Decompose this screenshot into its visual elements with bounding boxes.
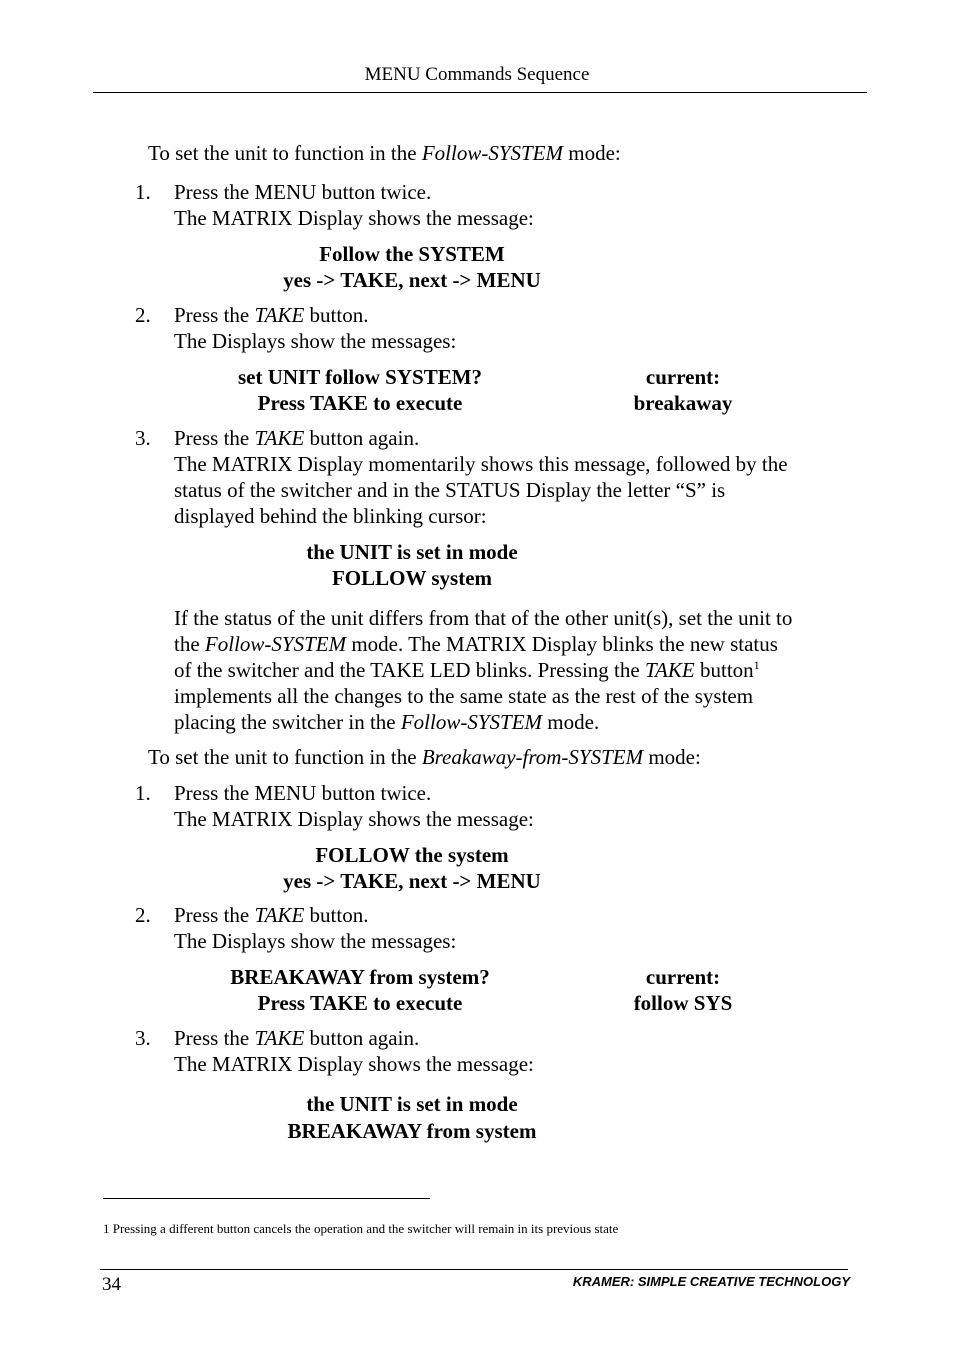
breakaway-step1-number: 1. (135, 781, 151, 805)
follow-step2-number: 2. (135, 303, 151, 327)
header-rule (93, 92, 867, 93)
breakaway-step1-line2: The MATRIX Display shows the message: (174, 807, 534, 831)
follow-msg2-right-line1: current: (645, 365, 721, 389)
breakaway-step2-number: 2. (135, 903, 151, 927)
breakaway-msg3-line1: the UNIT is set in mode (306, 1092, 518, 1116)
follow-para-line1: If the status of the unit differs from that of the other unit(s), set the unit to (174, 606, 793, 630)
follow-para-line2: the Follow-SYSTEM mode. The MATRIX Display blinks the new status (174, 632, 778, 656)
follow-msg3-line1: the UNIT is set in mode (306, 540, 518, 564)
follow-msg2-right-line2: breakaway (633, 391, 733, 415)
footnote: 1 Pressing a different button cancels the operation and the switcher will remain in its previous state (103, 1221, 619, 1236)
follow-step1-line2: The MATRIX Display shows the message: (174, 206, 534, 230)
breakaway-step2-line2: The Displays show the messages: (174, 929, 457, 953)
footnote-separator (103, 1198, 430, 1199)
follow-step1-number: 1. (135, 180, 151, 204)
breakaway-msg1-line2: yes -> TAKE, next -> MENU (283, 869, 541, 893)
follow-step2-line1: Press the TAKE button. (174, 303, 369, 327)
follow-step2-line2: The Displays show the messages: (174, 329, 457, 353)
follow-para-line3: of the switcher and the TAKE LED blinks. Pressing the TAKE button$^1$ (174, 658, 760, 682)
follow-step3-line4: displayed behind the blinking cursor: (174, 504, 487, 528)
breakaway-step3-line2: The MATRIX Display shows the message: (174, 1052, 534, 1076)
follow-msg1-line2: yes -> TAKE, next -> MENU (283, 268, 541, 292)
breakaway-step2-line1: Press the TAKE button. (174, 903, 369, 927)
breakaway-msg2-right-line1: current: (645, 965, 721, 989)
follow-step1-line1: Press the MENU button twice. (174, 180, 432, 204)
follow-para-line4: implements all the changes to the same state as the rest of the system (174, 684, 754, 708)
follow-step3-line1: Press the TAKE button again. (174, 426, 420, 450)
footnote-marker: 1 (753, 658, 760, 672)
footer-rule (100, 1269, 848, 1270)
follow-msg2-left-line2: Press TAKE to execute (257, 391, 463, 415)
breakaway-step1-line1: Press the MENU button twice. (174, 781, 432, 805)
breakaway-step3-number: 3. (135, 1026, 151, 1050)
follow-msg1-line1: Follow the SYSTEM (319, 242, 505, 266)
page-number: 34 (102, 1274, 121, 1295)
breakaway-msg2-right-line2: follow SYS (633, 991, 733, 1015)
breakaway-msg2-left-line2: Press TAKE to execute (257, 991, 463, 1015)
footer-brand: KRAMER: SIMPLE CREATIVE TECHNOLOGY (572, 1274, 850, 1289)
follow-step3-line3: status of the switcher and in the STATUS Display the letter “S” is (174, 478, 726, 502)
follow-para-line5: placing the switcher in the Follow-SYSTEM mode. (174, 710, 600, 734)
breakaway-msg3-line2: BREAKAWAY from system (287, 1119, 537, 1143)
breakaway-msg1-line1: FOLLOW the system (315, 843, 509, 867)
running-header: MENU Commands Sequence (364, 64, 590, 85)
breakaway-step3-line1: Press the TAKE button again. (174, 1026, 420, 1050)
follow-intro: To set the unit to function in the Follow-SYSTEM mode: (148, 141, 621, 165)
breakaway-intro: To set the unit to function in the Breakaway-from-SYSTEM mode: (148, 745, 701, 769)
follow-msg3-line2: FOLLOW system (331, 566, 493, 590)
follow-step3-number: 3. (135, 426, 151, 450)
follow-msg2-left-line1: set UNIT follow SYSTEM? (237, 365, 483, 389)
breakaway-msg2-left-line1: BREAKAWAY from system? (230, 965, 490, 989)
follow-step3-line2: The MATRIX Display momentarily shows this message, followed by the (174, 452, 788, 476)
